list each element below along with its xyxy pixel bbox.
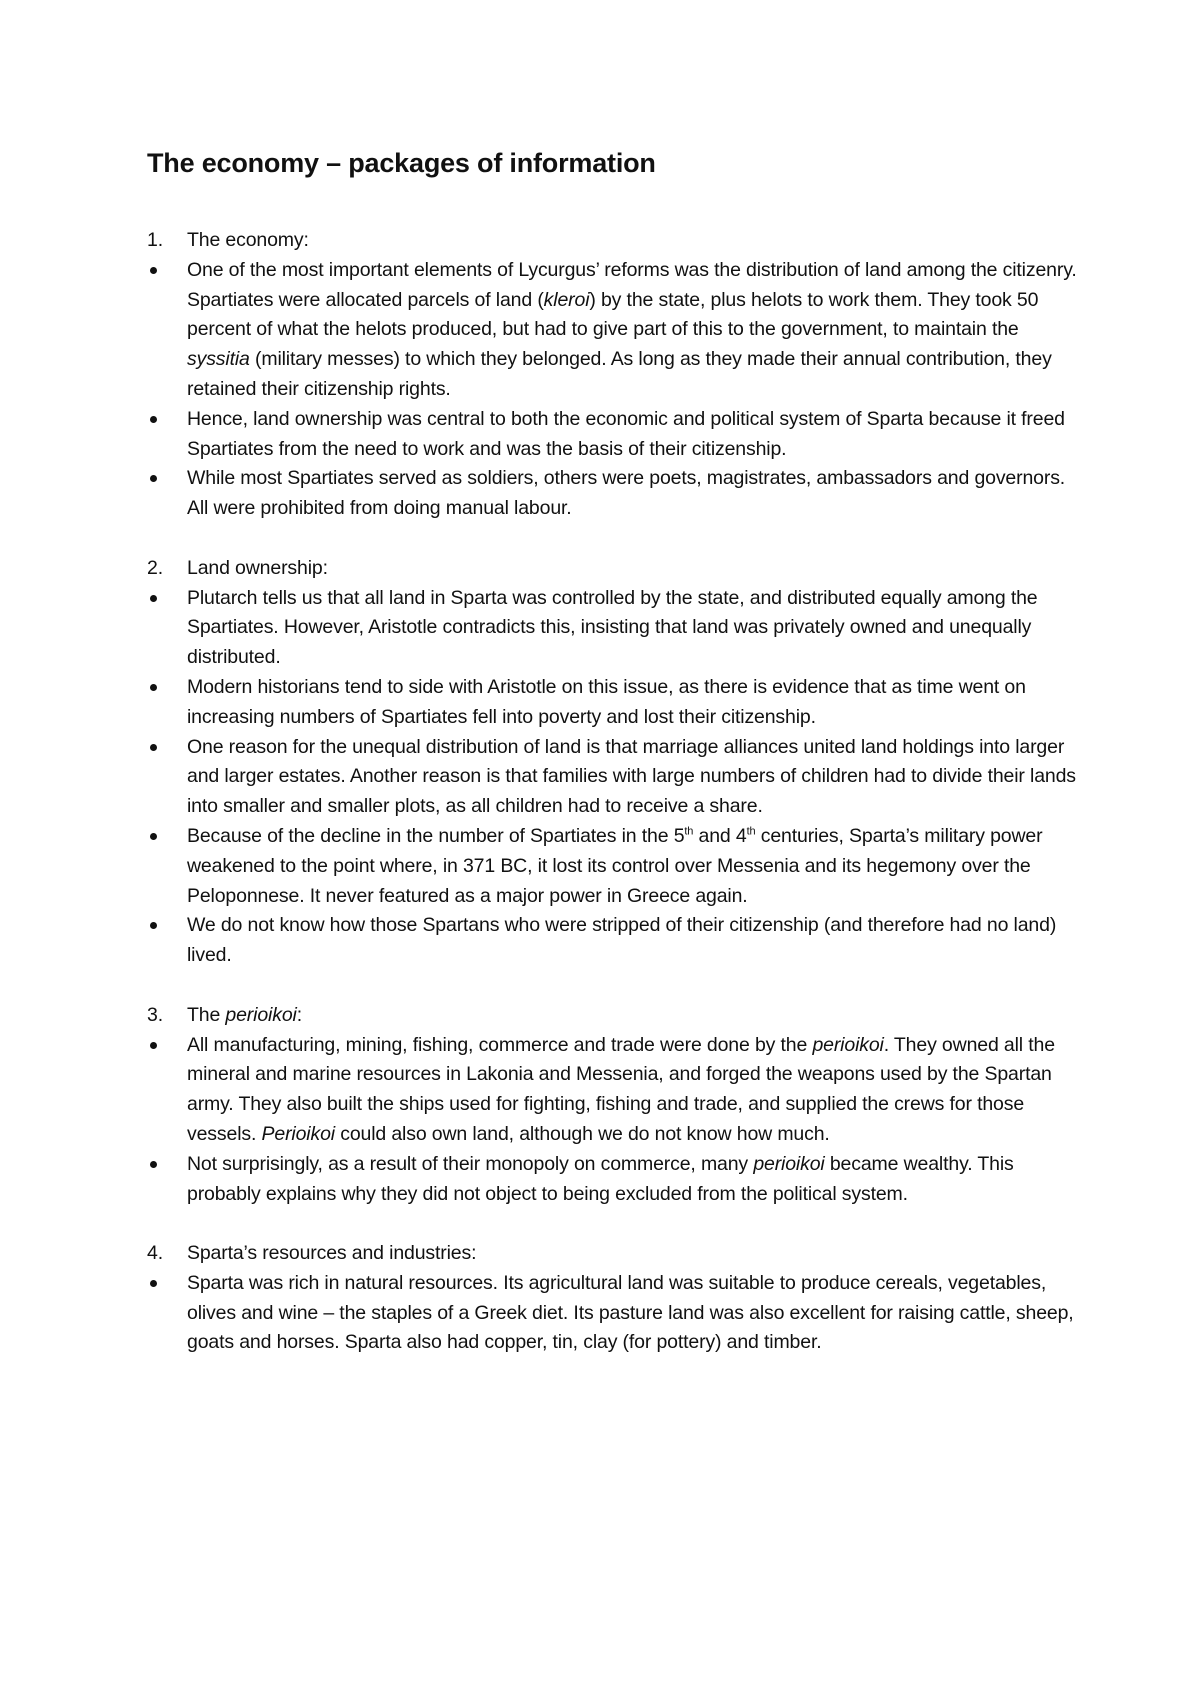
section xyxy=(147,1001,1077,1210)
section-number: 4. xyxy=(147,1242,163,1265)
italic-text: perioikoi xyxy=(225,1003,297,1026)
text-run: The economy: xyxy=(187,229,309,251)
section-heading xyxy=(147,1239,1077,1269)
list-item xyxy=(147,1269,1077,1358)
bullet-text xyxy=(187,822,1077,911)
section-heading-text xyxy=(187,1239,476,1269)
document-body xyxy=(147,226,1077,1388)
text-run: One of the most important elements of Lycurgus’ reforms was the distribution of land among the citizenry. Spartiates were allocated parcels of land ( xyxy=(187,258,1077,311)
superscript-text: th xyxy=(746,825,756,838)
text-run: Sparta’s resources and industries: xyxy=(187,1242,477,1265)
section xyxy=(147,554,1077,971)
bullet-icon xyxy=(147,1150,187,1210)
section-number: 2. xyxy=(147,556,163,579)
bullet-icon xyxy=(147,405,187,465)
list-item xyxy=(147,464,1077,524)
text-run: Because of the decline in the number of Spartiates in the 5 xyxy=(187,824,685,847)
italic-text: perioikoi xyxy=(812,1033,884,1056)
bullet-icon xyxy=(147,584,187,673)
section-heading-text xyxy=(187,226,309,256)
bullet-icon xyxy=(147,733,187,822)
bullet-text xyxy=(187,256,1077,405)
bullet-text xyxy=(187,673,1077,733)
section-heading-text xyxy=(187,1001,302,1031)
text-run: Not surprisingly, as a result of their monopoly on commerce, many xyxy=(187,1152,754,1175)
text-run: While most Spartiates served as soldiers, others were poets, magistrates, ambassadors and governors. All were prohibited from doing manual labour. xyxy=(187,467,1066,520)
section-number: 3. xyxy=(147,1003,163,1026)
text-run: ) by the state, plus helots to work them. They took 50 percent of what the helots produced, but had to give part of this to the government, to maintain the xyxy=(187,288,1039,341)
bullet-list xyxy=(147,1269,1077,1358)
text-run: : xyxy=(296,1003,302,1026)
section-heading xyxy=(147,226,1077,256)
page-title: The economy – packages of information xyxy=(147,148,656,178)
list-item xyxy=(147,256,1077,405)
list-item xyxy=(147,1031,1077,1150)
text-run: All manufacturing, mining, fishing, commerce and trade were done by the xyxy=(187,1033,813,1056)
italic-text: Perioikoi xyxy=(261,1122,335,1145)
text-run: became wealthy. This probably explains why they did not object to being excluded from the political system. xyxy=(187,1152,1014,1205)
bullet-list xyxy=(147,584,1077,971)
bullet-text xyxy=(187,1031,1077,1150)
bullet-icon xyxy=(147,911,187,971)
bullet-text xyxy=(187,1269,1077,1358)
text-run: Land ownership: xyxy=(187,556,328,579)
bullet-icon xyxy=(147,1031,187,1150)
text-run: Sparta was rich in natural resources. Its agricultural land was suitable to produce cereals, vegetables, olives and wine – the staples of a Greek diet. Its pasture land was also excellent for raising cattle, sheep, goats and horses. Sparta also had copper, tin, clay (for pottery) and timber. xyxy=(187,1271,1074,1354)
bullet-icon xyxy=(147,822,187,911)
italic-text: kleroi xyxy=(543,288,590,311)
section xyxy=(147,1239,1077,1358)
section xyxy=(147,226,1077,524)
bullet-text xyxy=(187,464,1077,524)
list-item xyxy=(147,673,1077,733)
list-item xyxy=(147,911,1077,971)
bullet-icon xyxy=(147,673,187,733)
text-run: Modern historians tend to side with Aristotle on this issue, as there is evidence that as time went on increasing numbers of Spartiates fell into poverty and lost their citizenship. xyxy=(187,675,1026,728)
bullet-text xyxy=(187,911,1077,971)
text-run: . They owned all the mineral and marine resources in Lakonia and Messenia, and forged the weapons used by the Spartan army. They also built the ships used for fighting, fishing and trade, and supplied the crews for those vessels. xyxy=(187,1033,1055,1145)
text-run: could also own land, although we do not know how much. xyxy=(334,1122,830,1145)
list-item xyxy=(147,405,1077,465)
bullet-list xyxy=(147,1031,1077,1210)
italic-text: perioikoi xyxy=(753,1152,825,1175)
list-item xyxy=(147,733,1077,822)
text-run: and 4 xyxy=(693,824,747,847)
text-run: centuries, Sparta’s military power weakened to the point where, in 371 BC, it lost its control over Messenia and its hegemony over the Peloponnese. It never featured as a major power in Greece again. xyxy=(187,824,1043,907)
text-run: Hence, land ownership was central to both the economic and political system of Sparta because it freed Spartiates from the need to work and was the basis of their citizenship. xyxy=(187,407,1065,460)
bullet-text xyxy=(187,584,1077,673)
bullet-list xyxy=(147,256,1077,524)
section-heading xyxy=(147,1001,1077,1031)
text-run: (military messes) to which they belonged. As long as they made their annual contribution, they retained their citizenship rights. xyxy=(187,348,1052,400)
list-item xyxy=(147,822,1077,911)
bullet-text xyxy=(187,733,1077,822)
text-run: One reason for the unequal distribution of land is that marriage alliances united land holdings into larger and larger estates. Another reason is that families with large numbers of children had to divide their lands into smaller and smaller plots, as all children had to receive a share. xyxy=(187,735,1076,818)
bullet-icon xyxy=(147,1269,187,1358)
text-run: We do not know how those Spartans who were stripped of their citizenship (and therefore had no land) lived. xyxy=(187,914,1057,967)
bullet-text xyxy=(187,405,1077,465)
list-item xyxy=(147,584,1077,673)
text-run: The xyxy=(187,1003,226,1026)
superscript-text: th xyxy=(684,825,694,838)
text-run: Plutarch tells us that all land in Sparta was controlled by the state, and distributed equally among the Spartiates. However, Aristotle contradicts this, insisting that land was privately owned and unequally distributed. xyxy=(187,586,1038,669)
section-heading xyxy=(147,554,1077,584)
list-item xyxy=(147,1150,1077,1210)
section-heading-text xyxy=(187,554,328,584)
bullet-icon xyxy=(147,256,187,405)
bullet-text xyxy=(187,1150,1077,1210)
section-number: 1. xyxy=(147,229,163,251)
italic-text: syssitia xyxy=(187,348,250,371)
bullet-icon xyxy=(147,464,187,524)
